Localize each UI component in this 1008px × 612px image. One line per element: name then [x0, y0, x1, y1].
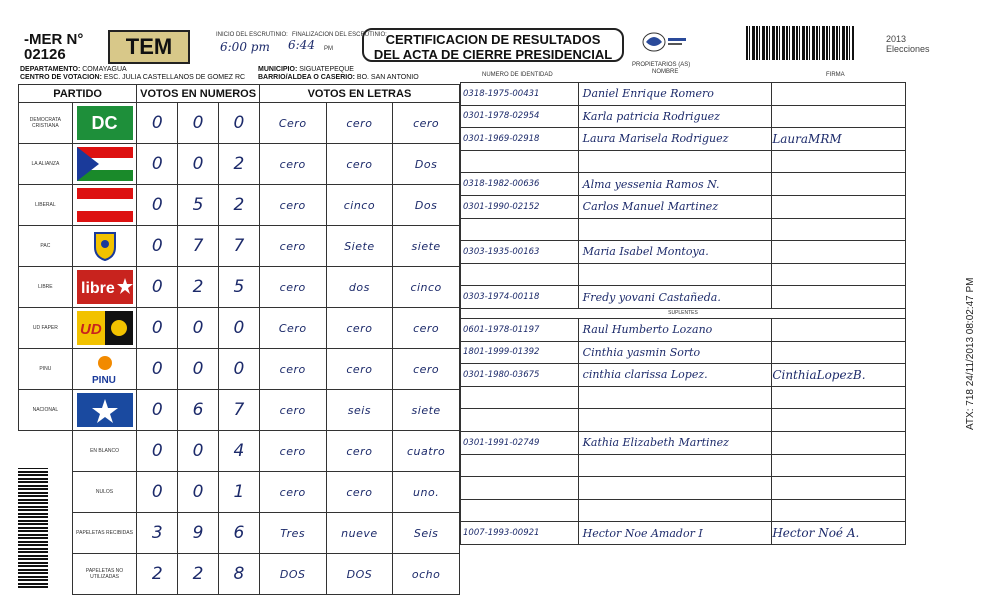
member-name: Carlos Manuel Martinez — [578, 195, 772, 218]
summary-digit: 8 — [219, 554, 260, 595]
vote-word: cero — [259, 267, 326, 308]
municipio-label: MUNICIPIO: — [258, 66, 298, 73]
col-partido: PARTIDO — [19, 85, 137, 103]
finalizacion-time: 6:44 — [288, 38, 315, 52]
alianza-flag-icon — [77, 147, 133, 181]
summary-row — [19, 513, 460, 554]
member-name — [578, 218, 772, 241]
libre-logo-icon — [77, 270, 133, 304]
summary-word: cero — [326, 472, 393, 513]
summary-word: Seis — [393, 513, 460, 554]
member-row — [461, 263, 906, 286]
member-row — [461, 128, 906, 151]
summary-digit: 0 — [137, 472, 178, 513]
summary-word: DOS — [259, 554, 326, 595]
member-row — [461, 431, 906, 454]
centro-line — [20, 74, 245, 81]
party-row — [19, 226, 460, 267]
party-name: LA ALIANZA — [19, 144, 73, 185]
party-row — [19, 185, 460, 226]
side-barcode-icon — [18, 468, 48, 588]
vote-digit: 6 — [178, 390, 219, 431]
tse-logo-icon — [638, 28, 688, 58]
summary-digit: 0 — [178, 431, 219, 472]
vote-word: Dos — [393, 144, 460, 185]
pac-shield-icon — [77, 229, 133, 263]
member-row — [461, 218, 906, 241]
summary-label: NULOS — [72, 472, 137, 513]
party-logo — [72, 185, 137, 226]
member-signature — [772, 150, 906, 173]
summary-digit: 4 — [219, 431, 260, 472]
vote-digit: 5 — [178, 185, 219, 226]
nombre-label: NOMBRE — [652, 69, 679, 75]
party-row — [19, 144, 460, 185]
member-rows — [461, 83, 906, 545]
summary-digit: 1 — [219, 472, 260, 513]
member-id — [461, 386, 579, 409]
col-votos-letras: VOTOS EN LETRAS — [259, 85, 459, 103]
suplentes-label: SUPLENTES — [461, 308, 906, 318]
member-signature — [772, 173, 906, 196]
member-row — [461, 364, 906, 387]
mer-block — [24, 32, 83, 62]
member-id: 1801-1999-01392 — [461, 341, 579, 364]
member-signature — [772, 409, 906, 432]
member-row — [461, 386, 906, 409]
votes-table — [18, 84, 460, 595]
party-name: LIBRE — [19, 267, 73, 308]
summary-label: EN BLANCO — [72, 431, 137, 472]
ud-faper-logo-icon — [77, 311, 133, 345]
member-row — [461, 83, 906, 106]
departamento-value: COMAYAGUA — [82, 66, 127, 73]
summary-digit: 3 — [137, 513, 178, 554]
vote-digit: 5 — [219, 267, 260, 308]
svg-text:PINU: PINU — [91, 375, 116, 386]
vote-digit: 0 — [137, 308, 178, 349]
member-name: Fredy yovani Castañeda. — [578, 286, 772, 309]
member-name: Alma yessenia Ramos N. — [578, 173, 772, 196]
summary-digit: 6 — [219, 513, 260, 554]
member-row — [461, 499, 906, 522]
member-name — [578, 150, 772, 173]
party-logo — [72, 144, 137, 185]
member-name: Hector Noe Amador I — [578, 522, 772, 545]
member-id: 0301-1978-02954 — [461, 105, 579, 128]
summary-word: uno. — [393, 472, 460, 513]
svg-text:UD: UD — [79, 321, 102, 338]
party-row — [19, 103, 460, 144]
centro-value: ESC. JULIA CASTELLANOS DE GOMEZ RC — [103, 74, 246, 81]
summary-word: ocho — [393, 554, 460, 595]
vote-word: Siete — [326, 226, 393, 267]
member-signature — [772, 454, 906, 477]
vote-word: cinco — [393, 267, 460, 308]
mer-label: -MER N° — [24, 31, 84, 48]
vote-digit: 0 — [137, 267, 178, 308]
member-id: 0301-1980-03675 — [461, 364, 579, 387]
inicio-label: INICIO DEL ESCRUTINIO: — [216, 32, 288, 38]
member-name — [578, 386, 772, 409]
suplentes-row — [461, 308, 906, 318]
summary-digit: 0 — [137, 431, 178, 472]
member-row — [461, 454, 906, 477]
member-row — [461, 522, 906, 545]
municipio-line — [258, 66, 354, 73]
finalizacion-label: FINALIZACION DEL ESCRUTINIO: — [292, 32, 387, 38]
vote-word: cero — [259, 349, 326, 390]
member-id: 0601-1978-01197 — [461, 318, 579, 341]
member-row — [461, 105, 906, 128]
member-signature — [772, 83, 906, 106]
vote-word: cero — [393, 103, 460, 144]
summary-word: DOS — [326, 554, 393, 595]
am-pm-label: PM — [324, 46, 333, 52]
member-signature — [772, 263, 906, 286]
member-signature — [772, 105, 906, 128]
summary-word: cuatro — [393, 431, 460, 472]
vote-word: seis — [326, 390, 393, 431]
departamento-line — [20, 66, 127, 73]
barrio-line — [258, 74, 419, 81]
party-logo — [72, 226, 137, 267]
liberal-flag-icon — [77, 188, 133, 222]
vote-digit: 0 — [178, 144, 219, 185]
member-signature: CinthiaLopezB. — [772, 364, 906, 387]
vote-word: cero — [259, 390, 326, 431]
vote-digit: 0 — [137, 349, 178, 390]
vote-digit: 0 — [137, 390, 178, 431]
member-id: 1007-1993-00921 — [461, 522, 579, 545]
member-id: 0301-1990-02152 — [461, 195, 579, 218]
elecciones-logo: 2013 Elecciones — [886, 34, 930, 54]
member-name — [578, 454, 772, 477]
centro-label: CENTRO DE VOTACION: — [20, 74, 102, 81]
summary-digit: 2 — [137, 554, 178, 595]
vote-word: cinco — [326, 185, 393, 226]
member-id — [461, 150, 579, 173]
summary-word: cero — [259, 472, 326, 513]
party-name: PAC — [19, 226, 73, 267]
vote-digit: 0 — [219, 349, 260, 390]
inicio-time: 6:00 pm — [220, 40, 270, 54]
party-logo — [72, 308, 137, 349]
vote-digit: 0 — [219, 103, 260, 144]
party-logo — [72, 103, 137, 144]
vote-word: cero — [393, 349, 460, 390]
vote-word: dos — [326, 267, 393, 308]
member-name — [578, 409, 772, 432]
vote-word: Cero — [259, 308, 326, 349]
member-name: Raul Humberto Lozano — [578, 318, 772, 341]
summary-rows — [19, 431, 460, 595]
party-row — [19, 267, 460, 308]
barcode-icon — [746, 26, 854, 60]
party-row — [19, 390, 460, 431]
acta-sheet — [6, 4, 948, 608]
party-name: NACIONAL — [19, 390, 73, 431]
timestamp-stamp: ATX: 718 24/11/2013 08:02:47 PM — [965, 277, 976, 430]
party-logo — [72, 267, 137, 308]
departamento-label: DEPARTAMENTO: — [20, 66, 81, 73]
title-line-2: DEL ACTA DE CIERRE PRESIDENCIAL — [373, 47, 613, 62]
vote-word: cero — [393, 308, 460, 349]
barrio-value: BO. SAN ANTONIO — [356, 74, 419, 81]
member-signature: Hector Noé A. — [772, 522, 906, 545]
member-name — [578, 263, 772, 286]
member-name — [578, 477, 772, 500]
vote-digit: 0 — [137, 103, 178, 144]
party-name: LIBERAL — [19, 185, 73, 226]
barrio-label: BARRIO/ALDEA O CASERIO: — [258, 74, 355, 81]
vote-digit: 0 — [178, 349, 219, 390]
dc-logo-icon: DC — [77, 106, 133, 140]
summary-digit: 2 — [178, 554, 219, 595]
svg-text:libre: libre — [80, 280, 115, 297]
vote-digit: 2 — [219, 185, 260, 226]
summary-row — [19, 431, 460, 472]
party-name: PINU — [19, 349, 73, 390]
member-row — [461, 241, 906, 264]
member-id — [461, 409, 579, 432]
vote-word: cero — [326, 103, 393, 144]
member-signature — [772, 477, 906, 500]
vote-word: Dos — [393, 185, 460, 226]
title-line-1: CERTIFICACION DE RESULTADOS — [385, 32, 601, 47]
member-id — [461, 499, 579, 522]
member-signature: LauraMRM — [772, 128, 906, 151]
vote-digit: 7 — [219, 226, 260, 267]
member-row — [461, 286, 906, 309]
member-row — [461, 477, 906, 500]
nacional-flag-icon — [77, 393, 133, 427]
vote-word: cero — [326, 144, 393, 185]
vote-digit: 0 — [219, 308, 260, 349]
summary-word: Tres — [259, 513, 326, 554]
vote-digit: 0 — [137, 226, 178, 267]
member-id: 0301-1969-02918 — [461, 128, 579, 151]
vote-word: cero — [326, 308, 393, 349]
members-table — [460, 82, 906, 545]
party-rows — [19, 103, 460, 431]
member-row — [461, 173, 906, 196]
vote-word: cero — [259, 185, 326, 226]
summary-word: cero — [259, 431, 326, 472]
vote-digit: 0 — [137, 144, 178, 185]
member-id — [461, 454, 579, 477]
vote-digit: 0 — [137, 185, 178, 226]
member-id: 0303-1974-00118 — [461, 286, 579, 309]
member-signature — [772, 386, 906, 409]
party-logo — [72, 390, 137, 431]
member-name: Karla patricia Rodriguez — [578, 105, 772, 128]
member-id: 0301-1991-02749 — [461, 431, 579, 454]
vote-digit: 0 — [178, 308, 219, 349]
member-name: Daniel Enrique Romero — [578, 83, 772, 106]
member-signature — [772, 218, 906, 241]
member-signature — [772, 241, 906, 264]
member-row — [461, 150, 906, 173]
member-name: Kathia Elizabeth Martinez — [578, 431, 772, 454]
member-signature — [772, 431, 906, 454]
summary-row — [19, 472, 460, 513]
tem-badge: TEM — [108, 30, 190, 64]
document-title — [362, 28, 624, 62]
vote-digit: 7 — [178, 226, 219, 267]
member-id: 0303-1935-00163 — [461, 241, 579, 264]
summary-label: PAPELETAS RECIBIDAS — [72, 513, 137, 554]
vote-word: cero — [326, 349, 393, 390]
member-id — [461, 477, 579, 500]
member-name: Laura Marisela Rodriguez — [578, 128, 772, 151]
summary-label: PAPELETAS NO UTILIZADAS — [72, 554, 137, 595]
summary-digit: 9 — [178, 513, 219, 554]
member-name: Maria Isabel Montoya. — [578, 241, 772, 264]
municipio-value: SIGUATEPEQUE — [299, 66, 354, 73]
vote-word: siete — [393, 390, 460, 431]
numero-identidad-label: NUMERO DE IDENTIDAD — [482, 72, 553, 78]
vote-digit: 7 — [219, 390, 260, 431]
firma-label: FIRMA — [826, 72, 845, 78]
summary-digit: 0 — [178, 472, 219, 513]
summary-word: nueve — [326, 513, 393, 554]
party-name: DEMOCRATA CRISTIANA — [19, 103, 73, 144]
propietarios-label: PROPIETARIOS (AS) — [632, 62, 691, 68]
vote-word: siete — [393, 226, 460, 267]
party-row — [19, 308, 460, 349]
vote-digit: 2 — [219, 144, 260, 185]
vote-word: Cero — [259, 103, 326, 144]
member-name — [578, 499, 772, 522]
vote-word: cero — [259, 144, 326, 185]
col-votos-numeros: VOTOS EN NUMEROS — [137, 85, 260, 103]
member-signature — [772, 318, 906, 341]
vote-word: cero — [259, 226, 326, 267]
member-name: cinthia clarissa Lopez. — [578, 364, 772, 387]
pinu-logo-icon — [77, 352, 133, 386]
summary-row — [19, 554, 460, 595]
member-id — [461, 218, 579, 241]
vote-digit: 2 — [178, 267, 219, 308]
member-row — [461, 409, 906, 432]
member-row — [461, 341, 906, 364]
member-row — [461, 318, 906, 341]
member-name: Cinthia yasmin Sorto — [578, 341, 772, 364]
member-id — [461, 263, 579, 286]
party-logo — [72, 349, 137, 390]
member-signature — [772, 195, 906, 218]
member-id: 0318-1975-00431 — [461, 83, 579, 106]
member-signature — [772, 499, 906, 522]
mer-number: 02126 — [24, 46, 66, 63]
member-row — [461, 195, 906, 218]
summary-blank — [19, 431, 73, 472]
vote-digit: 0 — [178, 103, 219, 144]
member-signature — [772, 341, 906, 364]
party-row — [19, 349, 460, 390]
party-name: UD FAPER — [19, 308, 73, 349]
summary-word: cero — [326, 431, 393, 472]
member-id: 0318-1982-00636 — [461, 173, 579, 196]
member-signature — [772, 286, 906, 309]
